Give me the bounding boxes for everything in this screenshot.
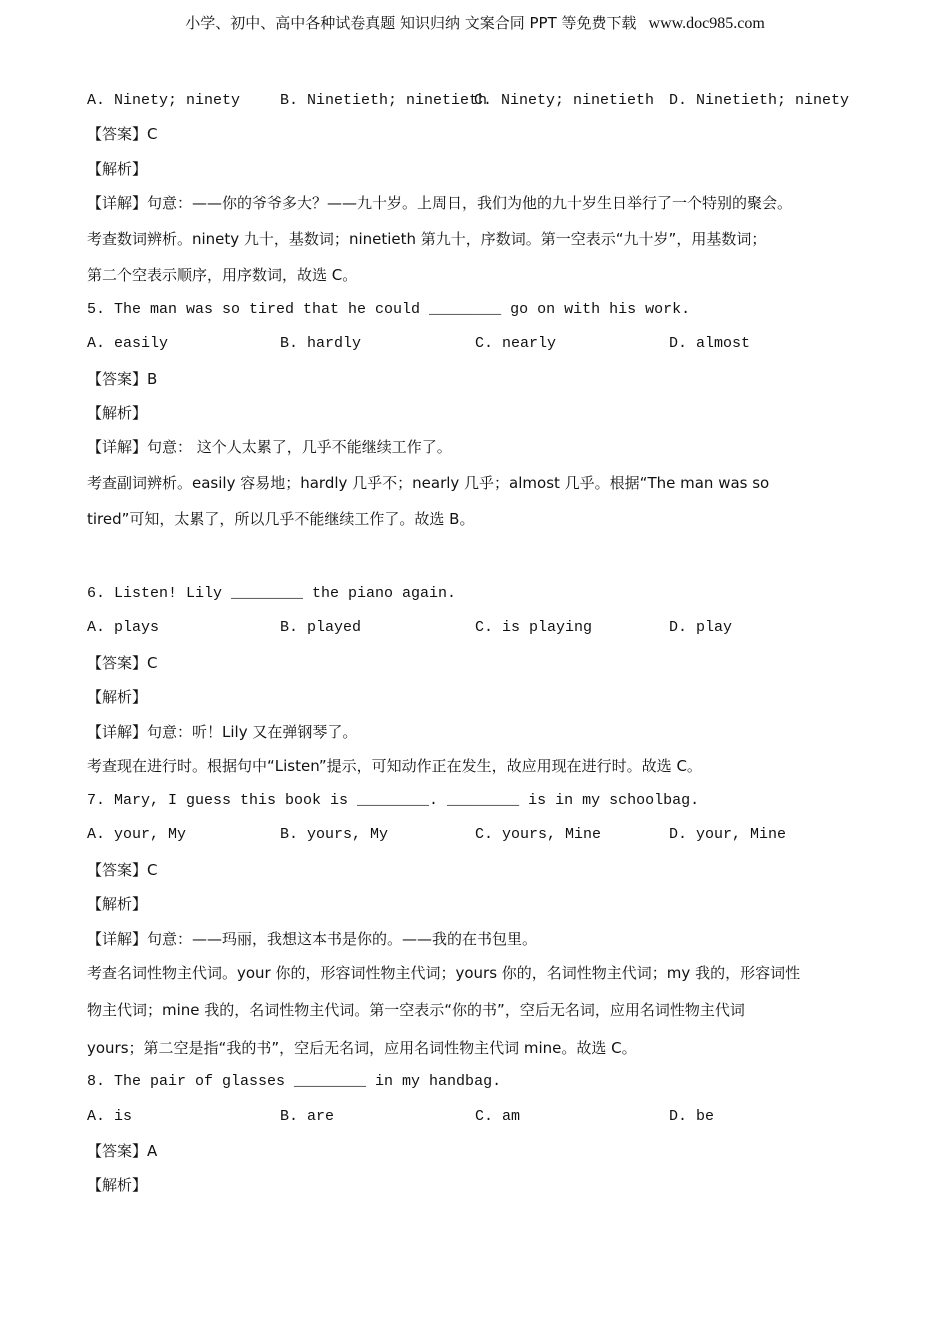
q6-option-d: D. play [669,619,733,636]
q4-option-b: B. Ninetieth; ninetieth [280,92,488,109]
q5-explain-1: 考查副词辨析。easily 容易地；hardly 几乎不；nearly 几乎；almost 几乎。根据“The man was so [87,474,770,492]
q5-detail: 【详解】句意： 这个人太累了，几乎不能继续工作了。 [87,438,452,456]
q4-option-a: A. Ninety; ninety [87,92,241,109]
q6-analysis: 【解析】 [87,688,148,706]
q6-option-c: C. is playing [475,619,593,636]
q5-analysis: 【解析】 [87,404,148,422]
q6-answer: 【答案】C [87,654,158,672]
q4-answer: 【答案】C [87,125,158,143]
q4-option-d: D. Ninetieth; ninety [669,92,850,109]
q7-answer: 【答案】C [87,861,158,879]
q5-option-c: C. nearly [475,335,557,352]
q5-option-d: D. almost [669,335,751,352]
q7-explain-1: 考查名词性物主代词。your 你的，形容词性物主代词；yours 你的，名词性物主代词；my 我的，形容词性 [87,964,801,982]
q5-explain-2: tired”可知，太累了，所以几乎不能继续工作了。故选 B。 [87,510,475,528]
q7-explain-2: 物主代词；mine 我的，名词性物主代词。第一空表示“你的书”，空后无名词，应用名词性物主代词 [87,1001,745,1019]
q4-analysis: 【解析】 [87,160,148,178]
q7-explain-3: yours；第二空是指“我的书”，空后无名词，应用名词性物主代词 mine。故选 C。 [87,1039,637,1057]
q8-question: 8. The pair of glasses ________ in my handbag. [87,1073,502,1090]
q7-option-b: B. yours, My [280,826,389,843]
q8-analysis: 【解析】 [87,1176,148,1194]
q6-option-a: A. plays [87,619,160,636]
page-header [0,12,950,35]
q5-option-a: A. easily [87,335,169,352]
q7-option-a: A. your, My [87,826,187,843]
q7-detail: 【详解】句意：——玛丽，我想这本书是你的。——我的在书包里。 [87,930,538,948]
q7-question: 7. Mary, I guess this book is ________. ________ is in my schoolbag. [87,792,700,809]
q4-detail: 【详解】句意：——你的爷爷多大？——九十岁。上周日，我们为他的九十岁生日举行了一个特别的聚会。 [87,194,793,212]
q6-detail: 【详解】句意：听！Lily 又在弹钢琴了。 [87,723,358,741]
q6-question: 6. Listen! Lily ________ the piano again. [87,585,457,602]
q7-analysis: 【解析】 [87,895,148,913]
q8-option-d: D. be [669,1108,715,1125]
q4-explain-1: 考查数词辨析。ninety 九十，基数词；ninetieth 第九十，序数词。第一空表示“九十岁”，用基数词； [87,230,767,248]
q8-option-b: B. are [280,1108,335,1125]
q4-explain-2: 第二个空表示顺序，用序数词，故选 C。 [87,266,358,284]
q7-option-c: C. yours, Mine [475,826,602,843]
q5-option-b: B. hardly [280,335,362,352]
q6-explain-1: 考查现在进行时。根据句中“Listen”提示，可知动作正在发生，故应用现在进行时。故选 C。 [87,757,702,775]
q8-option-a: A. is [87,1108,133,1125]
q6-option-b: B. played [280,619,362,636]
q7-option-d: D. your, Mine [669,826,787,843]
header-title: 小学、初中、高中各种试卷真题 知识归纳 文案合同 PPT 等免费下载 [185,14,637,32]
q5-answer: 【答案】B [87,370,158,388]
q4-option-c: C. Ninety; ninetieth [474,92,655,109]
q8-option-c: C. am [475,1108,521,1125]
q8-answer: 【答案】A [87,1142,158,1160]
header-site-link[interactable]: www.doc985.com [648,15,765,32]
q5-question: 5. The man was so tired that he could ________ go on with his work. [87,301,691,318]
